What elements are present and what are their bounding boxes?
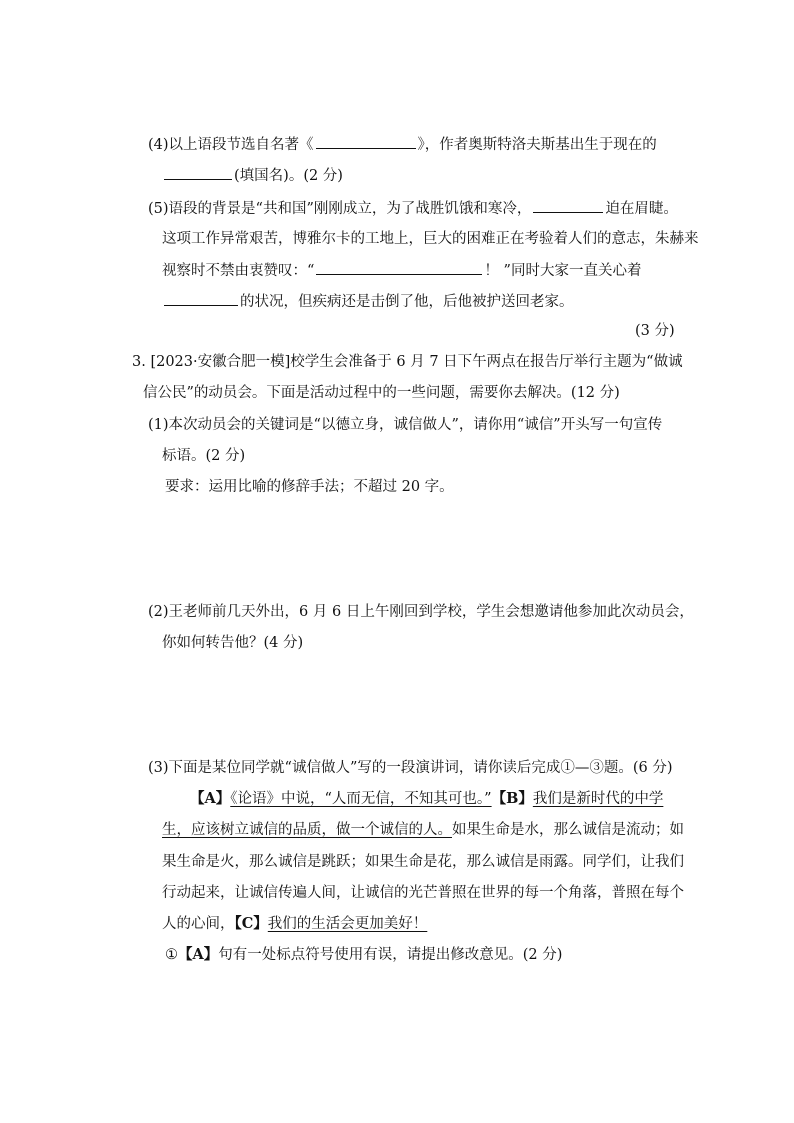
q3-s2-text: 王老师前几天外出，6 月 6 日上午刚回到学校，学生会想邀请他参加此次动员会， <box>168 604 694 620</box>
sentence-c: 我们的生活会更加美好！ <box>267 916 428 932</box>
speech-line-2 <box>162 820 684 840</box>
q3-s1-line-1 <box>148 415 662 435</box>
task-blank[interactable] <box>533 198 603 213</box>
q3-s2-line-2: 你如何转告他？(4 分) <box>162 635 304 651</box>
q3-source: [2023·安徽合肥一模] <box>150 354 291 370</box>
sentence-b-part-2: 生，应该树立诚信的品质，做一个诚信的人。 <box>162 822 452 838</box>
q3-s3-intro-text: 下面是某位同学就“诚信做人”写的一段演讲词，请你读后完成①—③题。(6 分) <box>168 760 673 776</box>
q3-s1-line-2: 标语。(2 分) <box>162 448 246 464</box>
q4-line-2 <box>162 165 343 186</box>
q5-text-c: 视察时不禁由衷赞叹：“ <box>162 263 315 279</box>
q5-line-3 <box>162 260 641 281</box>
speech-line-3: 果生命是火，那么诚信是跳跃；如果生命是花，那么诚信是雨露。同学们，让我们 <box>162 854 684 870</box>
q3-line-2: 信公民”的动员会。下面是活动过程中的一些问题，需要你去解决。(12 分) <box>143 385 620 401</box>
tag-a: 【A】 <box>190 790 231 807</box>
q3-s2-number: (2) <box>148 604 169 620</box>
speech-line-4: 行动起来，让诚信传遍人间，让诚信的光芒普照在世界的每一个角落，普照在每个 <box>162 885 684 901</box>
speech-line-5 <box>162 914 427 934</box>
speech-line-1 <box>190 789 663 809</box>
q3-s1-number: (1) <box>148 417 169 433</box>
sentence-b-part-1: 我们是新时代的中学 <box>532 791 664 807</box>
q5-text-a: 语段的背景是“共和国”刚刚成立，为了战胜饥饿和寒冷， <box>168 201 532 217</box>
sentence-a: 《论语》中说，“人而无信，不知其可也。” <box>230 791 492 807</box>
sub-question-1 <box>165 945 562 965</box>
q5-number: (5) <box>148 201 169 217</box>
q3-line-1 <box>132 352 683 372</box>
q3-text-a: 校学生会准备于 6 月 7 日下午两点在报告厅举行主题为“做诚 <box>290 354 683 370</box>
sub-question-1-number: ① <box>165 947 178 963</box>
q5-line-2: 这项工作异常艰苦，博雅尔卡的工地上，巨大的困难正在考验着人们的意志，朱赫来 <box>162 231 699 247</box>
country-blank[interactable] <box>164 165 232 180</box>
q5-line-1 <box>148 198 678 219</box>
q4-text-c: (填国名)。(2 分) <box>234 168 343 184</box>
q3-s3-number: (3) <box>148 760 169 776</box>
tag-b: 【B】 <box>491 790 533 807</box>
speech-text-5: 人的心间， <box>162 916 235 932</box>
quote-blank[interactable] <box>316 260 482 275</box>
q4-number: (4) <box>148 137 169 153</box>
q3-s1-text: 本次动员会的关键词是“以德立身，诚信做人”，请你用“诚信”开头写一句宣传 <box>168 417 663 433</box>
q3-s1-requirement: 要求：运用比喻的修辞手法；不超过 20 字。 <box>165 479 454 495</box>
q3-s2-line-1 <box>148 602 694 622</box>
q5-text-d: ！ ”同时大家一直关心着 <box>484 263 642 279</box>
sub-question-1-tag: 【A】 <box>178 946 219 963</box>
book-title-blank[interactable] <box>316 134 416 149</box>
q3-s3-intro <box>148 758 673 778</box>
q5-score: (3 分) <box>635 323 675 339</box>
q4-line-1 <box>148 134 657 155</box>
q5-text-e: 的状况，但疾病还是击倒了他，后他被护送回老家。 <box>240 294 574 310</box>
person-blank[interactable] <box>164 291 238 306</box>
q4-text-a: 以上语段节选自名著《 <box>168 137 314 153</box>
q4-text-b: 》，作者奥斯特洛夫斯基出生于现在的 <box>417 137 657 153</box>
q3-number: 3. <box>132 354 146 370</box>
q5-line-4 <box>162 291 574 312</box>
tag-c: 【C】 <box>234 915 268 932</box>
sub-question-1-text: 句有一处标点符号使用有误，请提出修改意见。(2 分) <box>218 947 563 963</box>
q5-text-b: 迫在眉睫。 <box>605 201 678 217</box>
speech-text-2: 如果生命是水，那么诚信是流动；如 <box>452 822 684 838</box>
